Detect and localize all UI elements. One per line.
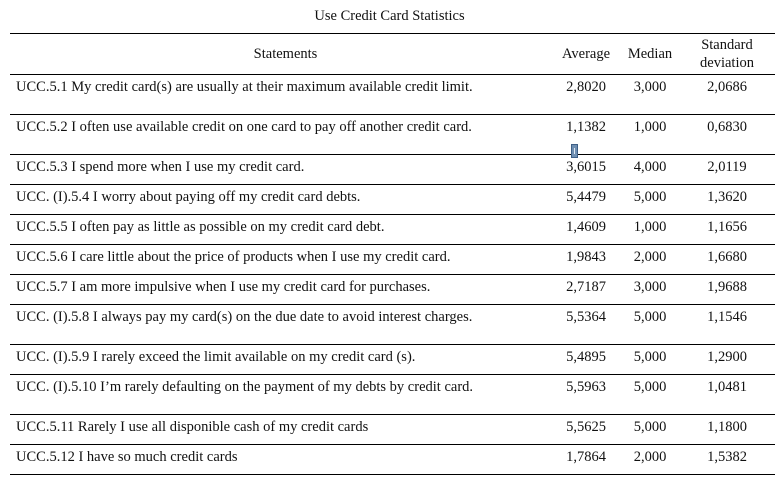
- median-cell: 3,000: [621, 275, 679, 305]
- column-header-median: Median: [621, 34, 679, 75]
- statement-cell: UCC. (I).5.9 I rarely exceed the limit available on my credit card (s).: [10, 345, 551, 375]
- column-header-statements: Statements: [10, 34, 551, 75]
- table-row: [10, 375, 775, 415]
- table-row: [10, 115, 775, 155]
- table-row: [10, 245, 775, 275]
- table-row: [10, 75, 775, 115]
- average-cell: 1,9843: [551, 245, 621, 275]
- average-cell: 1,4609: [551, 215, 621, 245]
- statement-cell: UCC.5.11 Rarely I use all disponible cash of my credit cards: [10, 415, 551, 445]
- sd-cell: 1,1656: [679, 215, 775, 245]
- average-cell: 5,5625: [551, 415, 621, 445]
- median-cell: 3,000: [621, 75, 679, 115]
- sd-cell: 1,1800: [679, 415, 775, 445]
- statistics-table: [10, 33, 775, 475]
- statement-cell: UCC.5.6 I care little about the price of products when I use my credit card.: [10, 245, 551, 275]
- sd-cell: 1,5382: [679, 445, 775, 475]
- median-cell: 5,000: [621, 415, 679, 445]
- average-cell: 1,1382: [551, 115, 621, 155]
- sd-cell: 1,1546: [679, 305, 775, 345]
- sd-cell: 1,0481: [679, 375, 775, 415]
- header-row: [10, 34, 775, 75]
- sd-cell: 2,0686: [679, 75, 775, 115]
- statement-cell: UCC.5.12 I have so much credit cards: [10, 445, 551, 475]
- statement-cell: UCC.5.1 My credit card(s) are usually at their maximum available credit limit.: [10, 75, 551, 115]
- table-row: [10, 305, 775, 345]
- median-cell: 2,000: [621, 245, 679, 275]
- sd-cell: 1,9688: [679, 275, 775, 305]
- average-cell: 1,7864: [551, 445, 621, 475]
- statement-cell: UCC.5.3 I spend more when I use my credit card.: [10, 155, 551, 185]
- median-cell: 2,000: [621, 445, 679, 475]
- table-row: [10, 275, 775, 305]
- median-cell: 5,000: [621, 345, 679, 375]
- table-row: [10, 215, 775, 245]
- average-cell: 5,5364: [551, 305, 621, 345]
- statement-cell: UCC. (I).5.10 I’m rarely defaulting on the payment of my debts by credit card.: [10, 375, 551, 415]
- table-row: [10, 415, 775, 445]
- average-cell: 2,8020: [551, 75, 621, 115]
- median-cell: 1,000: [621, 215, 679, 245]
- sd-cell: 1,3620: [679, 185, 775, 215]
- statement-cell: UCC.5.7 I am more impulsive when I use my credit card for purchases.: [10, 275, 551, 305]
- median-cell: 5,000: [621, 185, 679, 215]
- sd-cell: 1,2900: [679, 345, 775, 375]
- average-cell: 3,6015: [551, 155, 621, 185]
- median-cell: 5,000: [621, 305, 679, 345]
- average-cell: 5,5963: [551, 375, 621, 415]
- statement-cell: UCC.5.2 I often use available credit on one card to pay off another credit card.: [10, 115, 551, 155]
- table-row: [10, 345, 775, 375]
- median-cell: 4,000: [621, 155, 679, 185]
- table-row: [10, 185, 775, 215]
- sd-cell: 0,6830: [679, 115, 775, 155]
- table-title: Use Credit Card Statistics: [314, 8, 465, 24]
- statement-cell: UCC. (I).5.4 I worry about paying off my credit card debts.: [10, 185, 551, 215]
- average-cell: 5,4479: [551, 185, 621, 215]
- median-cell: 1,000: [621, 115, 679, 155]
- table-row: [10, 445, 775, 475]
- sd-cell: 2,0119: [679, 155, 775, 185]
- median-cell: 5,000: [621, 375, 679, 415]
- text-cursor-marker: [571, 144, 578, 158]
- table-row: [10, 155, 775, 185]
- sd-cell: 1,6680: [679, 245, 775, 275]
- statement-cell: UCC. (I).5.8 I always pay my card(s) on the due date to avoid interest charges.: [10, 305, 551, 345]
- average-cell: 2,7187: [551, 275, 621, 305]
- column-header-standard-deviation: Standard deviation: [679, 34, 775, 75]
- average-cell: 5,4895: [551, 345, 621, 375]
- column-header-average: Average: [551, 34, 621, 75]
- statement-cell: UCC.5.5 I often pay as little as possible on my credit card debt.: [10, 215, 551, 245]
